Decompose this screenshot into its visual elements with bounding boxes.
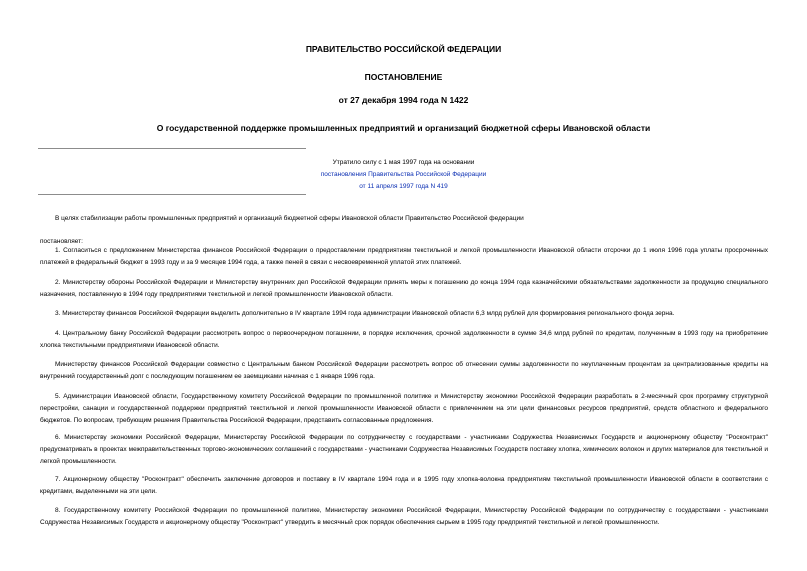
resolves-label: постановляет: — [40, 238, 83, 245]
document-type: ПОСТАНОВЛЕНИЕ — [364, 72, 443, 82]
issuer-heading: ПРАВИТЕЛЬСТВО РОССИЙСКОЙ ФЕДЕРАЦИИ — [305, 44, 502, 54]
paragraph-3: 3. Министерству финансов Российской Федерации выделить дополнительно в IV квартале 1994 года администрации Ивановской области 6,3 млрд рублей для формирования регионального фонда зерна. — [55, 310, 675, 317]
document-title: О государственной поддержке промышленных предприятий и организаций бюджетной сферы Ивановской области — [156, 123, 651, 133]
repeal-note-line: Утратило силу с 1 мая 1997 года на основании — [332, 159, 475, 166]
paragraph-6: 6. Министерству экономики Российской Федерации, Министерству Российской Федерации по сотрудничеству с государствами - участниками Содружества Независимых Государств и акционерному обществу "Росконтракт" предусматривать в проектах межправительственных торгово-экономических соглашений с государствами - участниками Содружества Независимых Государств поставку хлопка, химических волокон и других материалов для текстильной и легкой промышленности. — [40, 434, 768, 465]
repeal-note — [0, 157, 807, 193]
paragraph-7: 7. Акционерному обществу "Росконтракт" обеспечить заключение договоров и поставку в IV квартале 1994 года и в 1995 году хлопка-волокна предприятиям текстильной промышленности Ивановской области в соответствии с кредитами, выделенными на эти цели. — [40, 476, 768, 495]
document-date-number: от 27 декабря 1994 года N 1422 — [338, 95, 469, 105]
paragraph-4: 4. Центральному банку Российской Федерации рассмотреть вопрос о первоочередном погашении, в порядке исключения, срочной задолженности в сумме 34,6 млрд рублей по кредитам, полученным в 1993 году на приобретение хлопка текстильными предприятиями Ивановской области. — [40, 330, 768, 349]
divider-bottom — [38, 194, 306, 195]
repeal-note-link-1[interactable]: постановления Правительства Российской Федерации — [320, 171, 487, 178]
preamble: В целях стабилизации работы промышленных предприятий и организаций бюджетной сферы Ивановской области Правительство Российской федерации — [55, 215, 524, 222]
paragraph-8: 8. Государственному комитету Российской Федерации по промышленной политике, Министерству экономики Российской Федерации, Министерству Российской Федерации по сотрудничеству с государствами - участниками Содружества Независимых Государств и акционерному обществу "Росконтракт" утвердить в месячный срок порядок обеспечения сырьем в 1995 году предприятий текстильной и легкой промышленности. — [40, 507, 768, 526]
divider-top — [38, 148, 306, 149]
paragraph-2: 2. Министерству обороны Российской Федерации и Министерству внутренних дел Российской Федерации принять меры к погашению до конца 1994 года казначейскими обязательствами задолженности за продукцию специального назначения, поставленную в 1994 году предприятиями текстильной и легкой промышленности Ивановской области. — [40, 279, 768, 298]
paragraph-4b: Министерству финансов Российской Федерации совместно с Центральным банком Российской Федерации рассмотреть вопрос об отнесении суммы задолженности по неуплаченным процентам за централизованные кредиты на внутренний государственный долг с последующим погашением ее заемщиками начиная с 1 января 1996 года. — [40, 361, 768, 380]
paragraph-5: 5. Администрации Ивановской области, Государственному комитету Российской Федерации по промышленной политике и Министерству экономики Российской Федерации разработать в 2-месячный срок программу структурной перестройки, санации и государственной поддержки предприятий текстильной и легкой промышленности Ивановской области с привлечением на эти цели финансовых ресурсов предприятий, средств областного и федерального бюджетов. По вопросам, требующим решения Правительства Российской Федерации, представить согласованные предложения. — [40, 393, 768, 424]
repeal-note-link-2[interactable]: от 11 апреля 1997 года N 419 — [359, 183, 448, 190]
paragraph-1: 1. Согласиться с предложением Министерства финансов Российской Федерации о предоставлении предприятиям текстильной и легкой промышленности Ивановской области отсрочки до 1 июля 1996 года уплаты просроченных платежей в федеральный бюджет в 1993 году и за 9 месяцев 1994 года, а также пеней в связи с несвоевременной уплатой этих платежей. — [40, 247, 768, 266]
